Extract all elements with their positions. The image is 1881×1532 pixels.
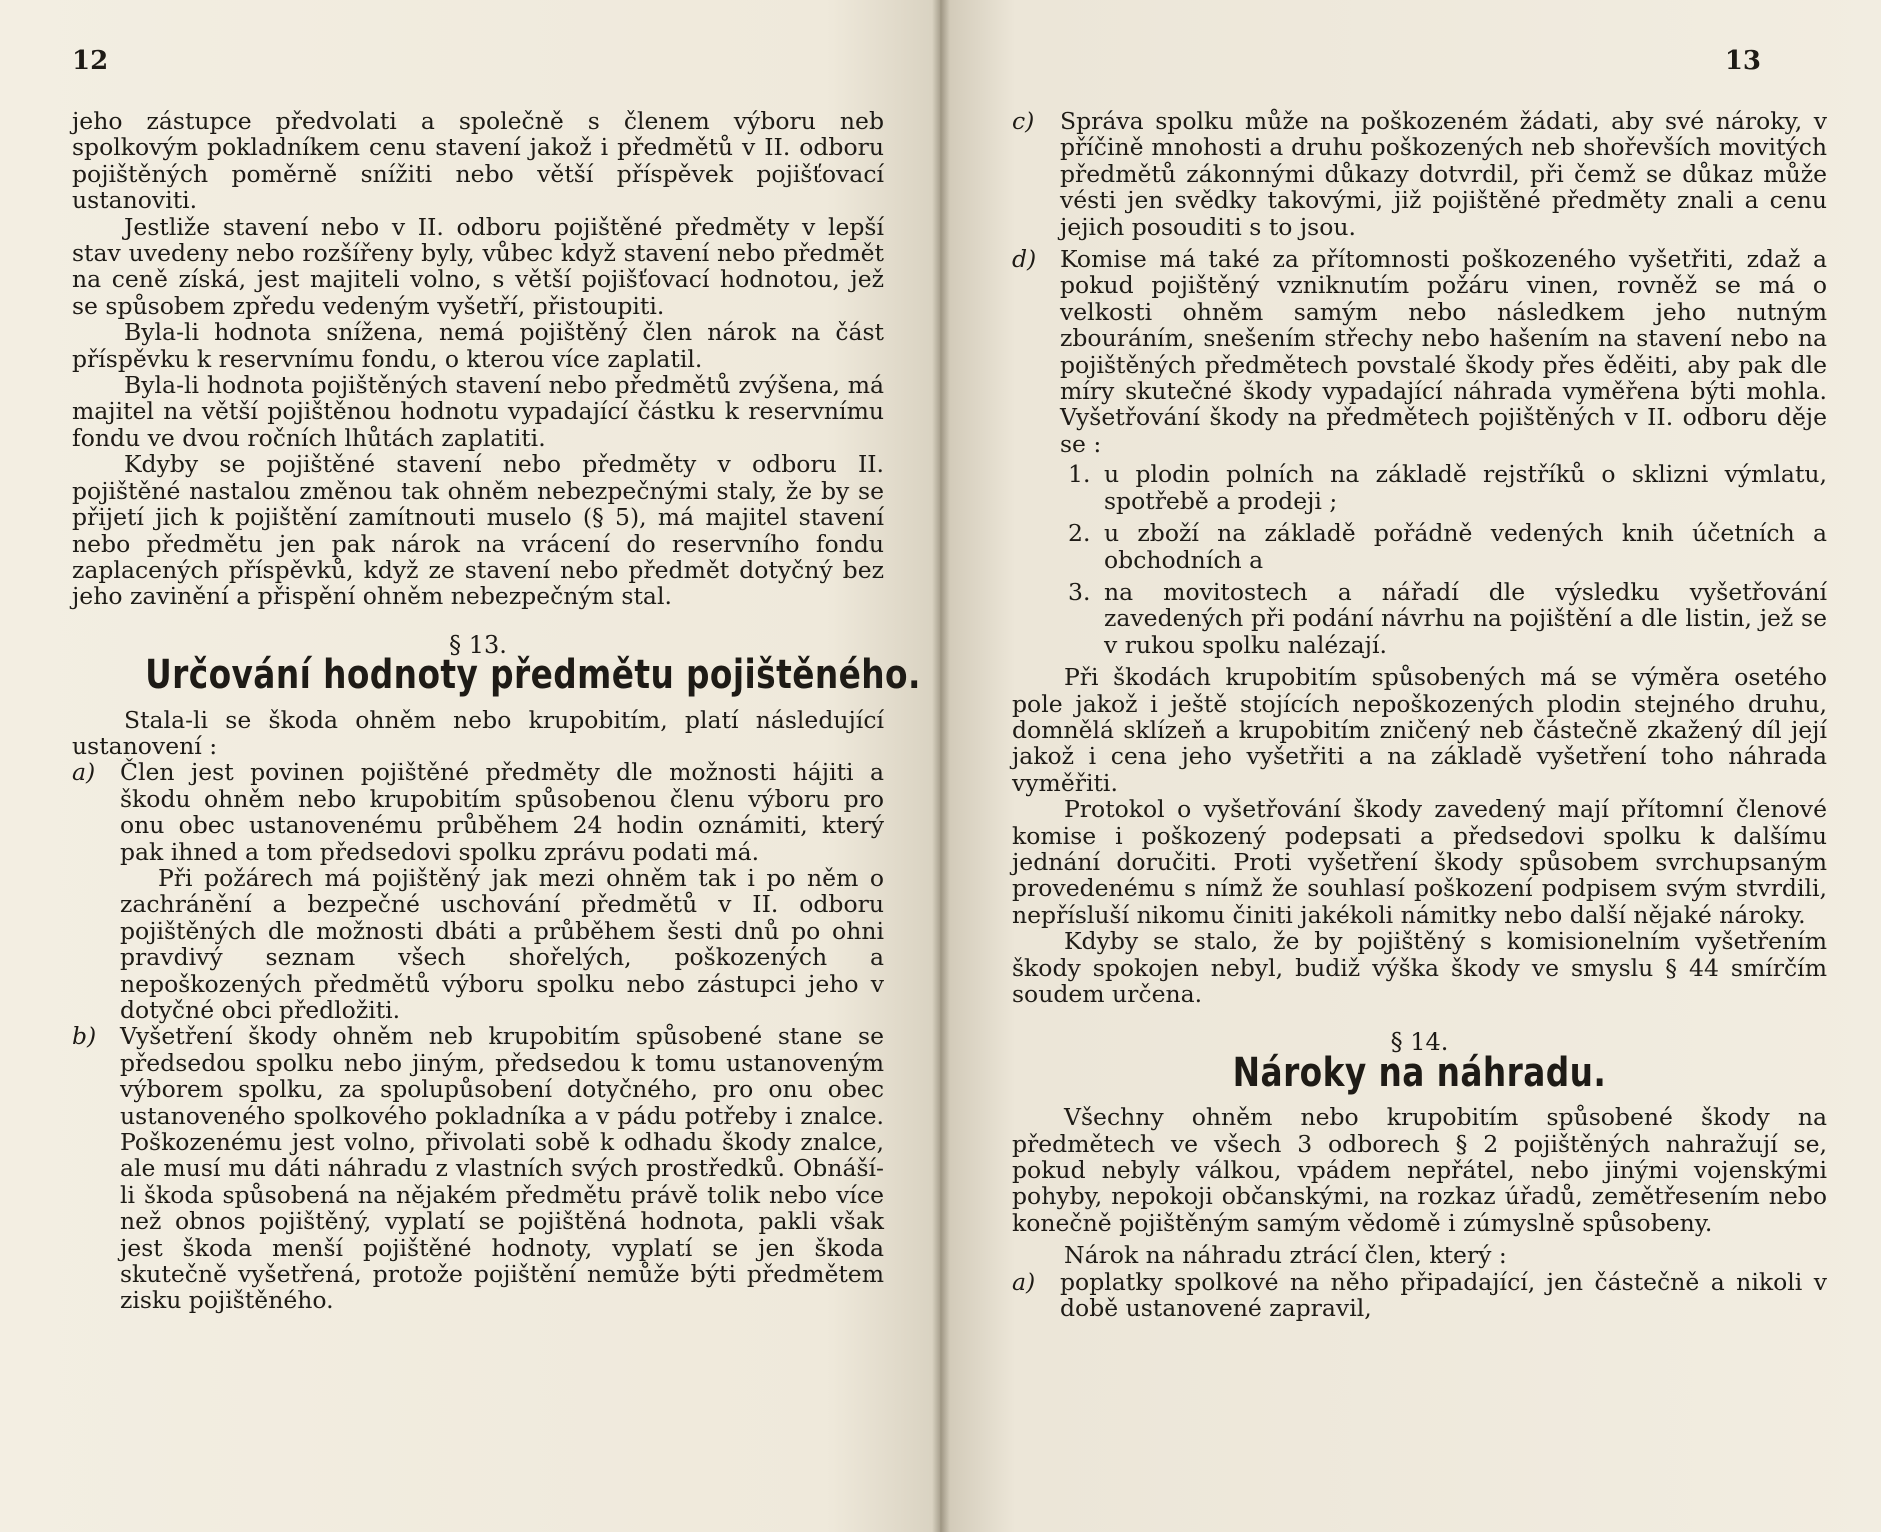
list-marker: c) (1012, 107, 1035, 135)
numbered-item-text: u zboží na základě pořádně vedených knih účetních a obchodních a (1104, 519, 1827, 574)
list-item (1012, 246, 1827, 457)
paragraph: jeho zástupce předvolati a společně s členem výboru neb spolkovým pokladníkem cenu stavení jakož i předmětů v II. odboru pojištěných poměrně snížiti nebo větší příspěvek pojišťovací ustanoviti. (72, 107, 884, 215)
book-gutter (932, 0, 950, 1532)
paragraph: Při škodách krupobitím spůsobených má se výměra osetého pole jakož i ještě stojících nepoškozených plodin stejného druhu, domnělá sklízeň a krupobitím zničený neb částečně zkažený díl její jakož i cena jeho vyšetřiti a na základě vyšetření toho náhrada vyměřiti. (1012, 663, 1827, 797)
list-marker: b) (72, 1022, 97, 1051)
page-number: 12 (72, 46, 109, 76)
right-page (940, 0, 1881, 1532)
page-number: 13 (1724, 46, 1761, 76)
list-item-text: poplatky spolkové na něho připadající, jen částečně a nikoli v době ustanovené zapravil, (1060, 1267, 1827, 1323)
list-item-subparagraph: Při požárech má pojištěný jak mezi ohněm tak i po něm o zachránění a bezpečné uschování předmětů v II. odboru pojištěných dle možnosti dbáti a průběhem šesti dnů po ohni pravdivý seznam všech shořelých, poškozených a nepoškozených předmětů výboru spolku nebo zástupci jeho v dotyčné obci předložiti. (120, 863, 884, 1024)
paragraph: Všechny ohněm nebo krupobitím spůsobené škody na předmětech ve všech 3 odborech § 2 pojištěných nahražují se, pokud nebyly válkou, vpádem nepřátel, nebo jinými vojenskými pohyby, nepokoji občanskými, na rozkaz úřadů, zemětřesením nebo konečně pojištěným samým vědomě i zúmyslně spůsobeny. (1012, 1103, 1827, 1237)
list-marker: d) (1012, 245, 1037, 274)
numbered-item (1068, 461, 1827, 514)
paragraph: Protokol o vyšetřování škody zavedený mají přítomní členové komise i poškozený podepsati a předsedovi spolku k dalšímu jednání doručiti. Proti vyšetření škody spůsobem svrchupsaným provedenému s nímž že souhlasí poškození podpisem svým stvrdili, nepřísluší nikomu činiti jakékoli námitky nebo další nějaké nároky. (1012, 795, 1827, 929)
numbered-item (1068, 520, 1827, 573)
left-page (0, 0, 940, 1532)
section-number: § 14. (1390, 1028, 1449, 1057)
paragraph: Kdyby se pojištěné stavení nebo předměty v odboru II. pojištěné nastalou změnou tak ohněm nebezpečnými staly, že by se přijetí jich k pojištění zamítnouti muselo (§ 5), má majitel stavení nebo předmětu jen pak nárok na vrácení do reservního fondu zaplacených příspěvků, když ze stavení nebo předmět dotyčný bez jeho zavinění a přispění ohněm nebezpečným stal. (72, 450, 884, 611)
number-marker: 1. (1068, 460, 1091, 489)
right-page-text (1012, 108, 1827, 1321)
section-title: Určování hodnoty předmětu pojištěného. (145, 652, 921, 699)
list-item-text: Komise má také za přítomnosti poškozeného vyšetřiti, zdaž a pokud pojištěný vzniknutím požáru vinen, rovněž se má o velkosti ohněm samým nebo následkem jeho nutným zbouráním, snešením střechy nebo hašením na stavení nebo na pojištěných předmětech povstalé škody přes ěděiti, aby pak dle míry skutečné škody vypadající náhrada vyměřena býti mohla. Vyšetřování škody na předmětech pojištěných v II. odboru děje se : (1060, 245, 1827, 458)
paragraph: Stala-li se škoda ohněm nebo krupobitím, platí následující ustanovení : (72, 705, 884, 760)
list-marker: a) (72, 758, 96, 787)
numbered-item-text: na movitostech a nářadí dle výsledku vyšetřování zavedených při podání návrhu na pojištění a dle listin, jež se v rukou spolku nalézají. (1104, 577, 1827, 659)
list-item-text: Správa spolku může na poškozeném žádati, aby své nároky, v příčině mnohosti a druhu poškozených neb shořevších movitých předmětů zákonnými důkazy dotvrdil, při čemž se důkaz může vésti jen svědky takovými, již pojištěné předměty znali a cenu jejich posouditi s to jsou. (1060, 107, 1827, 241)
paragraph: Byla-li hodnota snížena, nemá pojištěný člen nárok na část příspěvku k reservnímu fondu, o kterou více zaplatil. (72, 318, 884, 373)
numbered-item (1068, 579, 1827, 658)
list-item (72, 1023, 884, 1313)
numbered-item-text: u plodin polních na základě rejstříků o sklizni výmlatu, spotřebě a prodeji ; (1104, 460, 1827, 515)
list-item-text: Člen jest povinen pojištěné předměty dle možnosti hájiti a škodu ohněm nebo krupobitím spůsobenou členu výboru pro onu obec ustanovenému průběhem 24 hodin oznámiti, který pak ihned a tom předsedovi spolku zprávu podati má. (120, 758, 884, 866)
section-title: Nároky na náhradu. (1232, 1049, 1607, 1096)
list-item (72, 759, 884, 1023)
list-item (1012, 108, 1827, 240)
list-marker: a) (1012, 1267, 1036, 1296)
list-item (1012, 1269, 1827, 1322)
number-marker: 2. (1068, 519, 1091, 548)
left-page-text (72, 107, 921, 1315)
section-number: § 13. (449, 630, 507, 659)
number-marker: 3. (1068, 577, 1091, 606)
paragraph: Nárok na náhradu ztrácí člen, který : (1064, 1241, 1507, 1270)
paragraph: Kdyby se stalo, že by pojištěný s komisionelním vyšetřením škody spokojen nebyl, budiž výška škody ve smyslu § 44 smírčím soudem určena. (1012, 927, 1827, 1008)
paragraph: Jestliže stavení nebo v II. odboru pojištěné předměty v lepší stav uvedeny nebo rozšířeny byly, vůbec když stavení nebo předmět na ceně získá, jest majiteli volno, s větší pojišťovací hodnotou, jež se spůsobem zpředu vedeným vyšetří, přistoupiti. (72, 212, 884, 320)
paragraph: Byla-li hodnota pojištěných stavení nebo předmětů zvýšena, má majitel na větší pojištěnou hodnotu vypadající částku k reservnímu fondu ve dvou ročních lhůtách zaplatiti. (72, 371, 884, 452)
list-item-text: Vyšetření škody ohněm neb krupobitím spůsobené stane se předsedou spolku nebo jiným, předsedou k tomu ustanoveným výborem spolku, za spolupůsobení dotyčného, pro onu obec ustanoveného spolkového pokladníka a v pádu potřeby i znalce. Poškozenému jest volno, přivolati sobě k odhadu škody znalce, ale musí mu dáti náhradu z vlastních svých prostředků. Obnáší-li škoda spůsobená na nějakém předmětu právě tolik nebo více než obnos pojištěný, vyplatí se pojištěná hodnota, pakli však jest škoda menší pojištěné hodnoty, vyplatí se jen škoda skutečně vyšetřená, protože pojištění nemůže býti předmětem zisku pojištěného. (120, 1022, 884, 1315)
